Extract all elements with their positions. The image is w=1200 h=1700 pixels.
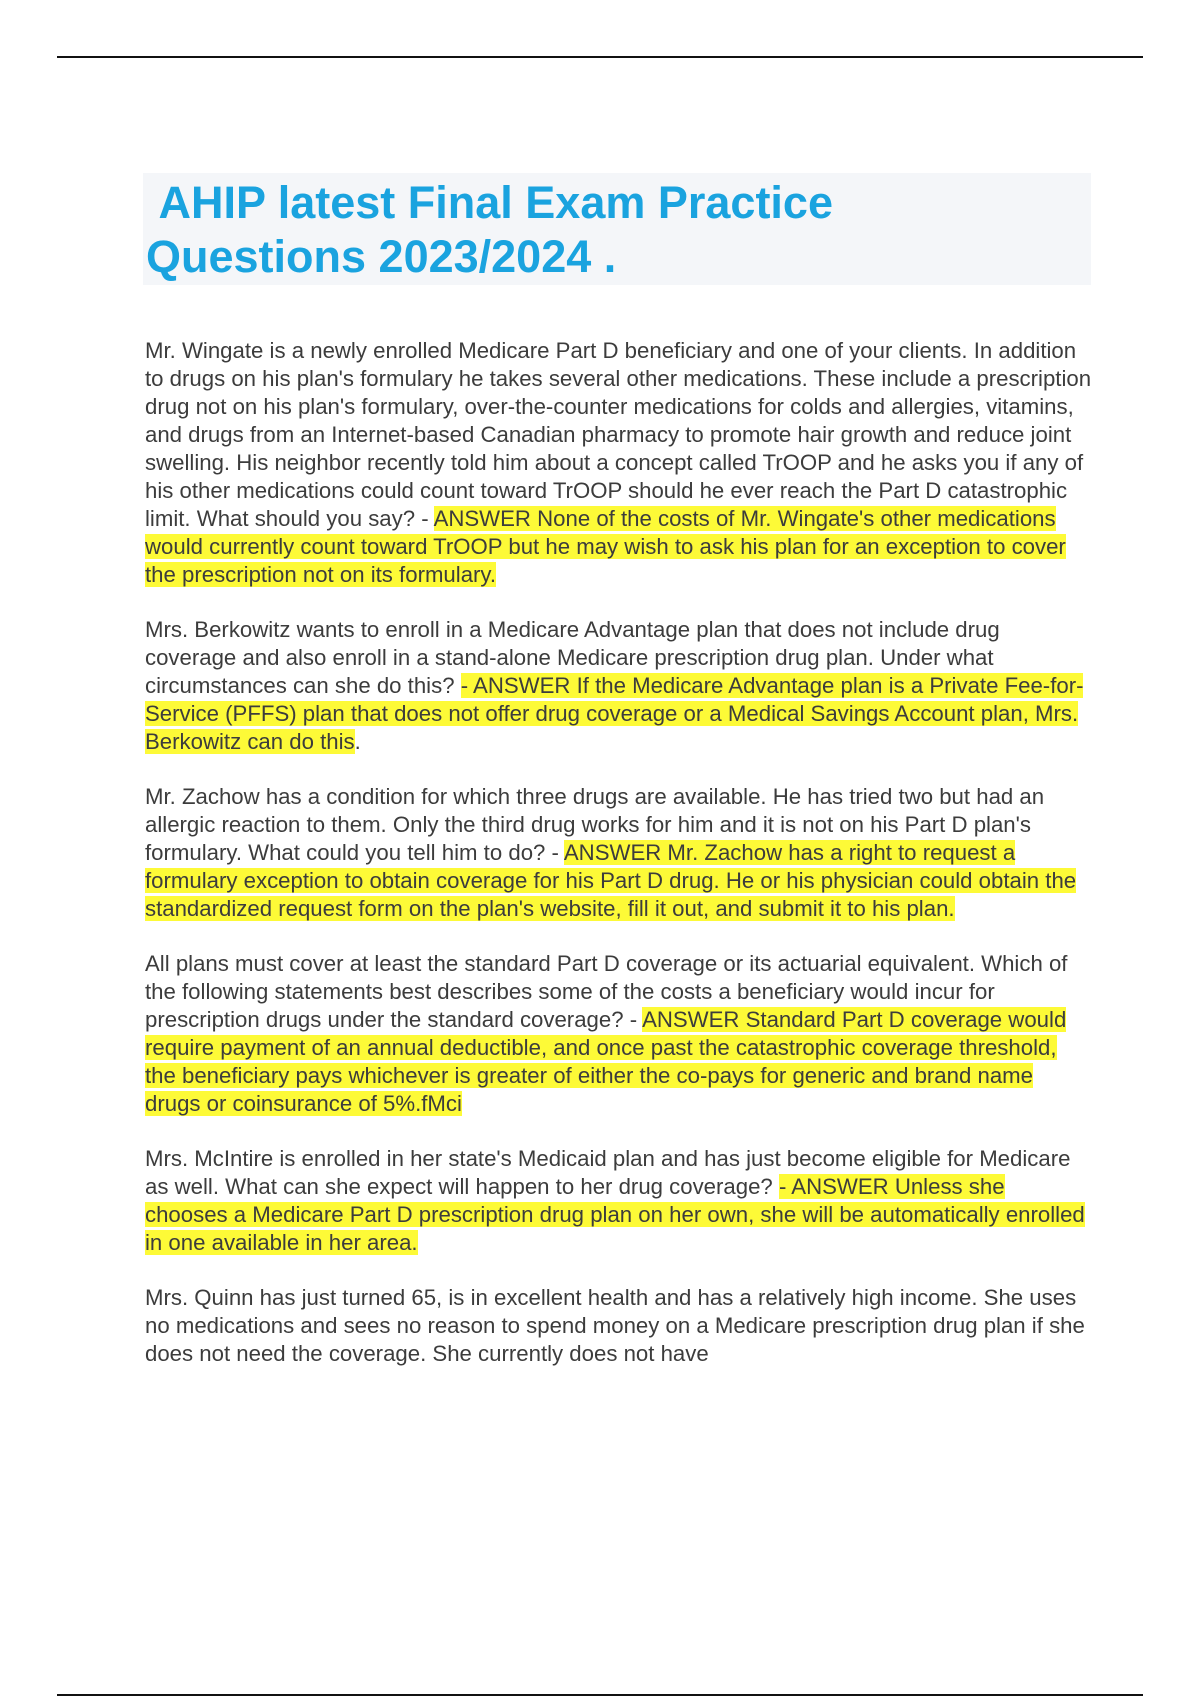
question-text: Mrs. McIntire is enrolled in her state's Medicaid plan and has just become eligible for Medicare as well. What can she expect will happen to her drug coverage? [145,1146,1071,1199]
answer-tail: . [354,729,361,754]
qa-item-5 [145,1145,1093,1257]
answer-highlight: - ANSWER Unless she chooses a Medicare Part D prescription drug plan on her own, she will be automatically enrolled in one available in her area. [145,1174,1085,1255]
top-rule [57,56,1143,58]
answer-highlight: ANSWER Standard Part D coverage would require payment of an annual deductible, and once past the catastrophic coverage threshold, the beneficiary pays whichever is greater of either the co-pays for generic and brand name drugs or coinsurance of 5%.fMci [145,1007,1067,1116]
question-text: Mr. Zachow has a condition for which three drugs are available. He has tried two but had an allergic reaction to them. Only the third drug works for him and it is not on his Part D plan's formulary. What could you tell him to do? - [145,784,1045,865]
document-title: AHIP latest Final Exam Practice Questions 2023/2024 . [146,177,833,282]
answer-highlight: - ANSWER If the Medicare Advantage plan is a Private Fee-for-Service (PFFS) plan that does not offer drug coverage or a Medical Savings Account plan, Mrs. Berkowitz can do this [145,673,1084,754]
question-text: Mrs. Berkowitz wants to enroll in a Medicare Advantage plan that does not include drug coverage and also enroll in a stand-alone Medicare prescription drug plan. Under what circumstances can she do this? [145,617,1000,698]
question-text: All plans must cover at least the standard Part D coverage or its actuarial equivalent. Which of the following statements best describes some of the costs a beneficiary would incur for prescription drugs under the standard coverage? - [145,951,1068,1032]
answer-highlight: ANSWER None of the costs of Mr. Wingate's other medications would currently count toward TrOOP but he may wish to ask his plan for an exception to cover the prescription not on its formulary. [145,506,1066,587]
bottom-rule [57,1694,1143,1696]
qa-item-3 [145,783,1093,923]
qa-item-6 [145,1284,1093,1368]
qa-item-2 [145,616,1093,756]
question-text: Mr. Wingate is a newly enrolled Medicare Part D beneficiary and one of your clients. In addition to drugs on his plan's formulary he takes several other medications. These include a prescription drug not on his plan's formulary, over-the-counter medications for colds and allergies, vitamins, and drugs from an Internet-based Canadian pharmacy to promote hair growth and reduce joint swelling. His neighbor recently told him about a concept called TrOOP and he asks you if any of his other medications could count toward TrOOP should he ever reach the Part D catastrophic limit. What should you say? - [145,338,1092,531]
question-text: Mrs. Quinn has just turned 65, is in excellent health and has a relatively high income. She uses no medications and sees no reason to spend money on a Medicare prescription drug plan if she does not need the coverage. She currently does not have [145,1285,1085,1366]
document-body [145,337,1093,1395]
qa-item-1 [145,337,1093,589]
qa-item-4 [145,950,1093,1118]
answer-highlight: ANSWER Mr. Zachow has a right to request a formulary exception to obtain coverage for his Part D drug. He or his physician could obtain the standardized request form on the plan's website, fill it out, and submit it to his plan. [145,840,1077,921]
